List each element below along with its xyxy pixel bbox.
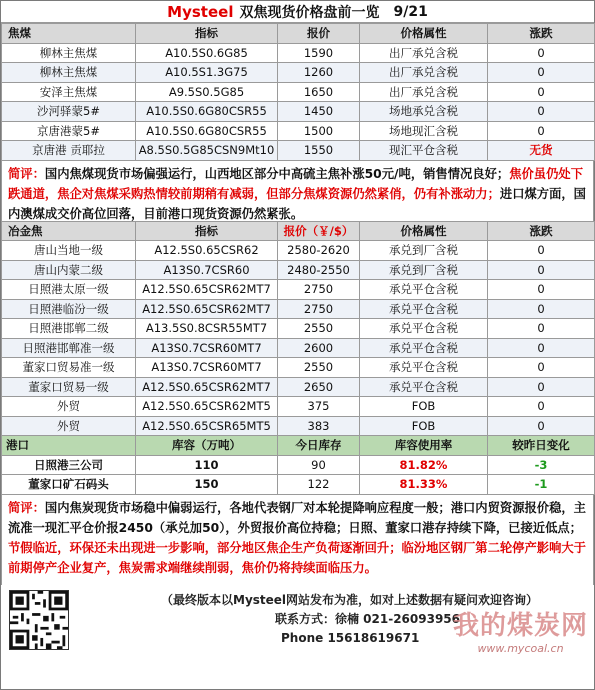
table-cell: 沙河驿蒙5#: [2, 102, 136, 122]
table-cell: 董家口贸易一级: [2, 377, 136, 397]
table-cell: 0: [488, 280, 595, 300]
table-row: [2, 241, 595, 261]
watermark-logo: [453, 605, 588, 655]
table-cell: 柳林主焦煤: [2, 63, 136, 83]
column-header: 涨跌: [488, 24, 595, 44]
coal-commentary: [1, 161, 594, 221]
table-cell: 承兑平仓含税: [360, 319, 488, 339]
commentary-text: 进口煤方面，国内澳煤成交价高位回落，目前港口现货资源仍然紧张。: [8, 186, 586, 221]
table-cell: 董家口贸易准一级: [2, 358, 136, 378]
table-cell: 2750: [278, 280, 360, 300]
column-header: 价格属性: [360, 24, 488, 44]
table-cell: 承兑到厂含税: [360, 241, 488, 261]
contact-text: 联系方式：徐楠 021-26093956: [275, 611, 461, 626]
table-cell: 京唐港蒙5#: [2, 121, 136, 141]
column-header: 库容（万吨）: [136, 436, 278, 456]
table-cell: A12.5S0.65CSR62MT5: [136, 397, 278, 417]
table-cell: 0: [488, 43, 595, 63]
commentary-text: 国内焦煤现货市场偏强运行，山西地区部分中高硫主焦补涨50元/吨，销售情况良好；: [44, 166, 510, 181]
table-row: [2, 121, 595, 141]
column-header: 指标: [136, 24, 278, 44]
table-cell: 0: [488, 358, 595, 378]
table-cell: 2750: [278, 299, 360, 319]
table-row: [2, 280, 595, 300]
table-cell: A12.5S0.65CSR62MT7: [136, 280, 278, 300]
table-cell: 董家口矿石码头: [2, 475, 136, 495]
commentary-highlight: 节假临近，环保还未出现进一步影响，部分地区焦企生产负荷逐渐回升；临汾地区钢厂第二轮停产影响大于前期停产企业复产，焦炭需求端继续削弱，焦价仍将持续面临压力。: [8, 540, 586, 575]
table-row: [2, 455, 595, 475]
table-row: [2, 299, 595, 319]
table-cell: 出厂承兑含税: [360, 43, 488, 63]
table-cell: 0: [488, 377, 595, 397]
column-header: 涨跌: [488, 221, 595, 241]
table-cell: A12.5S0.65CSR62: [136, 241, 278, 261]
table-cell: 1550: [278, 141, 360, 161]
table-row: [2, 43, 595, 63]
table-cell: 0: [488, 82, 595, 102]
table-cell: 承兑平仓含税: [360, 358, 488, 378]
table-cell: 安泽主焦煤: [2, 82, 136, 102]
table-row: [2, 63, 595, 83]
table-cell: FOB: [360, 397, 488, 417]
status-badge: 无货: [488, 141, 595, 161]
table-cell: 0: [488, 397, 595, 417]
date-label: 9/21: [393, 3, 428, 20]
watermark-text: 我的煤炭网: [452, 610, 588, 641]
disclaimer-text: （最终版本以Mysteel网站发布为准，如对上述数据有疑问欢迎咨询）: [161, 592, 539, 607]
table-cell: 1500: [278, 121, 360, 141]
table-cell: 场地承兑含税: [360, 102, 488, 122]
table-cell: 唐山当地一级: [2, 241, 136, 261]
column-header: 指标: [136, 221, 278, 241]
table-cell: A9.5S0.5G85: [136, 82, 278, 102]
table-row: [2, 102, 595, 122]
table-cell: 2480-2550: [278, 260, 360, 280]
table-cell: 日照港邯郸二级: [2, 319, 136, 339]
table-cell: 出厂承兑含税: [360, 63, 488, 83]
table-cell: 承兑平仓含税: [360, 280, 488, 300]
table-row: [2, 141, 595, 161]
column-header: 冶金焦: [2, 221, 136, 241]
table-cell: A13.5S0.8CSR55MT7: [136, 319, 278, 339]
title-text: 双焦现货价格盘前一览: [239, 4, 380, 21]
table-cell: A13S0.7CSR60MT7: [136, 358, 278, 378]
table-row: [2, 377, 595, 397]
table-cell: 京唐港 贡耶拉: [2, 141, 136, 161]
table-cell: 383: [278, 416, 360, 436]
table-cell: 0: [488, 319, 595, 339]
table-cell: 外贸: [2, 397, 136, 417]
table-cell: 场地现汇含税: [360, 121, 488, 141]
table-cell: 375: [278, 397, 360, 417]
footer: [1, 585, 594, 657]
commentary-text: 国内焦炭现货市场稳中偏弱运行，各地代表钢厂对本轮提降响应程度一般；港口内贸资源报价稳，主流准一现汇平仓价报2450（承兑加50），外贸报价高位持稳；日照、董家口港存持续下降，已接近低点；: [8, 500, 586, 535]
table-cell: 0: [488, 121, 595, 141]
table-cell: A10.5S1.3G75: [136, 63, 278, 83]
column-header: 港口: [2, 436, 136, 456]
table-cell: 外贸: [2, 416, 136, 436]
table-cell: 90: [278, 455, 360, 475]
table-cell: 0: [488, 416, 595, 436]
table-cell: 150: [136, 475, 278, 495]
column-header: 今日库存: [278, 436, 360, 456]
table-cell: FOB: [360, 416, 488, 436]
table-cell: A12.5S0.65CSR62MT7: [136, 377, 278, 397]
table-cell: 81.33%: [360, 475, 488, 495]
table-header: [2, 221, 595, 241]
commentary-label: 简评：: [8, 500, 45, 515]
table-row: [2, 338, 595, 358]
table-cell: 0: [488, 299, 595, 319]
table-cell: A12.5S0.65CSR65MT5: [136, 416, 278, 436]
commentary-highlight: 焦价虽仍处下跌通道，焦企对焦煤采购热情较前期稍有减弱，但部分焦煤资源仍然紧俏，仍有补涨动力；: [8, 166, 583, 201]
table-cell: -1: [488, 475, 595, 495]
table-cell: 110: [136, 455, 278, 475]
table-cell: 2650: [278, 377, 360, 397]
table-cell: 0: [488, 260, 595, 280]
table-row: [2, 319, 595, 339]
table-cell: 1260: [278, 63, 360, 83]
table-cell: 81.82%: [360, 455, 488, 475]
table-cell: 2600: [278, 338, 360, 358]
column-header: 报价（￥/$）: [278, 221, 360, 241]
commentary-label: 简评：: [8, 166, 45, 181]
column-header: 报价: [278, 24, 360, 44]
table-cell: 日照港邯郸准一级: [2, 338, 136, 358]
stock-table-header: [2, 436, 595, 456]
table-row: [2, 358, 595, 378]
table-cell: A12.5S0.65CSR62MT7: [136, 299, 278, 319]
table-cell: A10.5S0.6G80CSR55: [136, 121, 278, 141]
table-cell: 0: [488, 338, 595, 358]
table-row: [2, 416, 595, 436]
watermark-url: www.mycoal.cn: [477, 641, 564, 655]
table-cell: 2550: [278, 319, 360, 339]
met-coke-table: [1, 221, 595, 495]
phone-text: Phone 15618619671: [281, 630, 420, 645]
table-cell: -3: [488, 455, 595, 475]
qr-code-icon: [9, 590, 69, 650]
table-cell: 2550: [278, 358, 360, 378]
table-cell: 承兑平仓含税: [360, 299, 488, 319]
table-cell: 122: [278, 475, 360, 495]
table-cell: 0: [488, 102, 595, 122]
table-cell: A10.5S0.6G85: [136, 43, 278, 63]
column-header: 价格属性: [360, 221, 488, 241]
page-title: [1, 1, 594, 23]
table-cell: A10.5S0.6G80CSR55: [136, 102, 278, 122]
table-row: [2, 475, 595, 495]
table-cell: 唐山内蒙二级: [2, 260, 136, 280]
table-cell: 日照港太原一级: [2, 280, 136, 300]
table-cell: 柳林主焦煤: [2, 43, 136, 63]
table-cell: 1650: [278, 82, 360, 102]
table-row: [2, 397, 595, 417]
table-cell: 出厂承兑含税: [360, 82, 488, 102]
brand-name: Mysteel: [167, 2, 234, 21]
table-row: [2, 260, 595, 280]
table-header: [2, 24, 595, 44]
table-cell: 日照港三公司: [2, 455, 136, 475]
table-cell: A13S0.7CSR60MT7: [136, 338, 278, 358]
column-header: 较昨日变化: [488, 436, 595, 456]
table-cell: 承兑平仓含税: [360, 338, 488, 358]
coking-coal-table: [1, 23, 595, 161]
table-cell: 0: [488, 63, 595, 83]
table-cell: 承兑平仓含税: [360, 377, 488, 397]
table-cell: 0: [488, 241, 595, 261]
table-cell: A8.5S0.5G85CSN9Mt10: [136, 141, 278, 161]
table-cell: 1590: [278, 43, 360, 63]
column-header: 库容使用率: [360, 436, 488, 456]
table-cell: 1450: [278, 102, 360, 122]
table-cell: 日照港临汾一级: [2, 299, 136, 319]
table-cell: 现汇平仓含税: [360, 141, 488, 161]
table-cell: A13S0.7CSR60: [136, 260, 278, 280]
table-cell: 承兑到厂含税: [360, 260, 488, 280]
table-row: [2, 82, 595, 102]
table-cell: 2580-2620: [278, 241, 360, 261]
coke-commentary: [1, 495, 594, 585]
column-header: 焦煤: [2, 24, 136, 44]
